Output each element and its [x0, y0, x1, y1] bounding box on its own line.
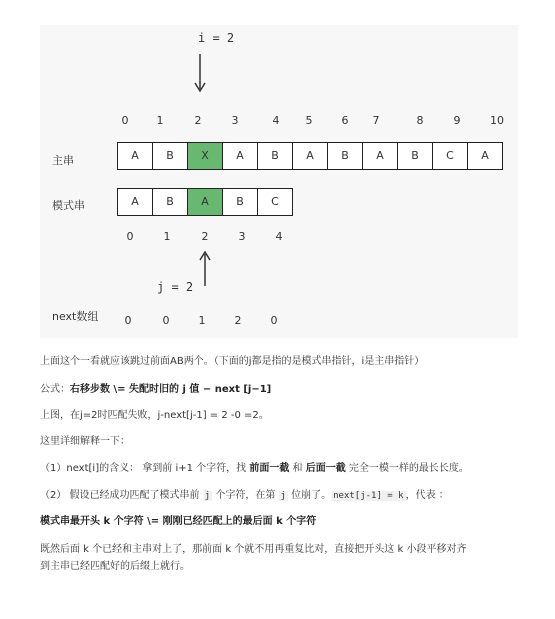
text-line-9: 到主串已经匹配好的后缀上就行。 — [40, 561, 190, 572]
line5-bold-front: 前面一截 — [249, 463, 290, 474]
main-index: 3 — [231, 114, 239, 127]
pattern-string-cell: A — [187, 188, 223, 216]
line6-part-a: （2） 假设已经成功匹配了模式串前 — [40, 490, 203, 501]
next-array-value: 0 — [270, 314, 278, 327]
pointer-i-label: i = 2 — [198, 31, 235, 45]
main-index: 5 — [305, 114, 313, 127]
line5-part-a: （1）next[i]的含义： 拿到前 i+1 个字符，找 — [40, 463, 250, 474]
next-array-value: 0 — [162, 314, 170, 327]
line6-code-j2: j — [280, 491, 286, 501]
text-line-7 — [40, 512, 316, 527]
pointer-j-label: j = 2 — [157, 280, 194, 294]
kmp-diagram — [40, 25, 518, 338]
line6-code-j1: j — [204, 491, 211, 501]
line5-part-c: 和 — [289, 463, 306, 474]
pattern-string-cell: A — [117, 188, 153, 216]
main-index: 4 — [272, 114, 280, 127]
formula-prefix: 公式： — [40, 384, 70, 395]
text-line-8: 既然后面 k 个已经和主串对上了，那前面 k 个就不用再重复比对，直接把开头这 k 小段平移对齐 — [40, 544, 467, 555]
main-string-cell: X — [187, 142, 223, 170]
text-line-6 — [40, 486, 449, 501]
arrow-up-icon — [198, 251, 212, 287]
line6-code-next: next[j-1] = k — [333, 491, 404, 501]
line6-part-b: 个字符，在第 — [212, 490, 279, 501]
arrow-down-icon — [193, 53, 207, 93]
main-string-cell: B — [327, 142, 363, 170]
main-index: 7 — [372, 114, 380, 127]
main-index: 6 — [341, 114, 349, 127]
text-line-1: 上面这个一看就应该跳过前面AB两个。（下面的j都是指的是模式串指针，i是主串指针） — [40, 356, 425, 367]
next-array-label: next数组 — [52, 310, 99, 323]
text-line-4: 这里详细解释一下： — [40, 436, 130, 447]
pattern-string-cell: B — [222, 188, 258, 216]
line6-part-c: 位崩了。 — [287, 490, 332, 501]
line5-bold-back: 后面一截 — [305, 463, 346, 474]
next-array-value: 2 — [234, 314, 242, 327]
line5-part-e: 完全一模一样的最长长度。 — [345, 463, 469, 474]
main-string-cell: B — [257, 142, 293, 170]
main-string-cell: A — [117, 142, 153, 170]
line6-part-d: ，代表 ： — [405, 490, 449, 501]
main-index: 10 — [490, 114, 504, 127]
next-array-value: 0 — [124, 314, 132, 327]
main-string-cell: A — [467, 142, 503, 170]
formula-bold: 右移步数 \= 失配时旧的 j 值 − next [j−1] — [70, 384, 272, 395]
line7-bold: 模式串最开头 k 个字符 \= 刚刚已经匹配上的最后面 k 个字符 — [40, 516, 317, 527]
pattern-index: 3 — [238, 230, 246, 243]
main-index: 9 — [453, 114, 461, 127]
main-string-cell: B — [152, 142, 188, 170]
pattern-string-cell: C — [257, 188, 293, 216]
main-string-label: 主串 — [52, 154, 74, 167]
text-line-5 — [40, 459, 469, 474]
main-index: 0 — [121, 114, 129, 127]
main-index: 2 — [194, 114, 202, 127]
main-string-cell: A — [292, 142, 328, 170]
pattern-index: 1 — [163, 230, 171, 243]
pattern-string-cell: B — [152, 188, 188, 216]
main-string-cell: A — [222, 142, 258, 170]
main-index: 8 — [416, 114, 424, 127]
pattern-index: 4 — [275, 230, 283, 243]
pattern-index: 0 — [126, 230, 134, 243]
main-index: 1 — [156, 114, 164, 127]
text-line-3: 上图，在j=2时匹配失败，j-next[j-1] = 2 -0 =2。 — [40, 410, 269, 421]
pattern-string-label: 模式串 — [52, 199, 85, 212]
pattern-index: 2 — [201, 230, 209, 243]
main-string-cell: C — [432, 142, 468, 170]
main-string-cell: A — [362, 142, 398, 170]
text-line-2 — [40, 380, 271, 395]
main-string-cell: B — [397, 142, 433, 170]
next-array-value: 1 — [198, 314, 206, 327]
